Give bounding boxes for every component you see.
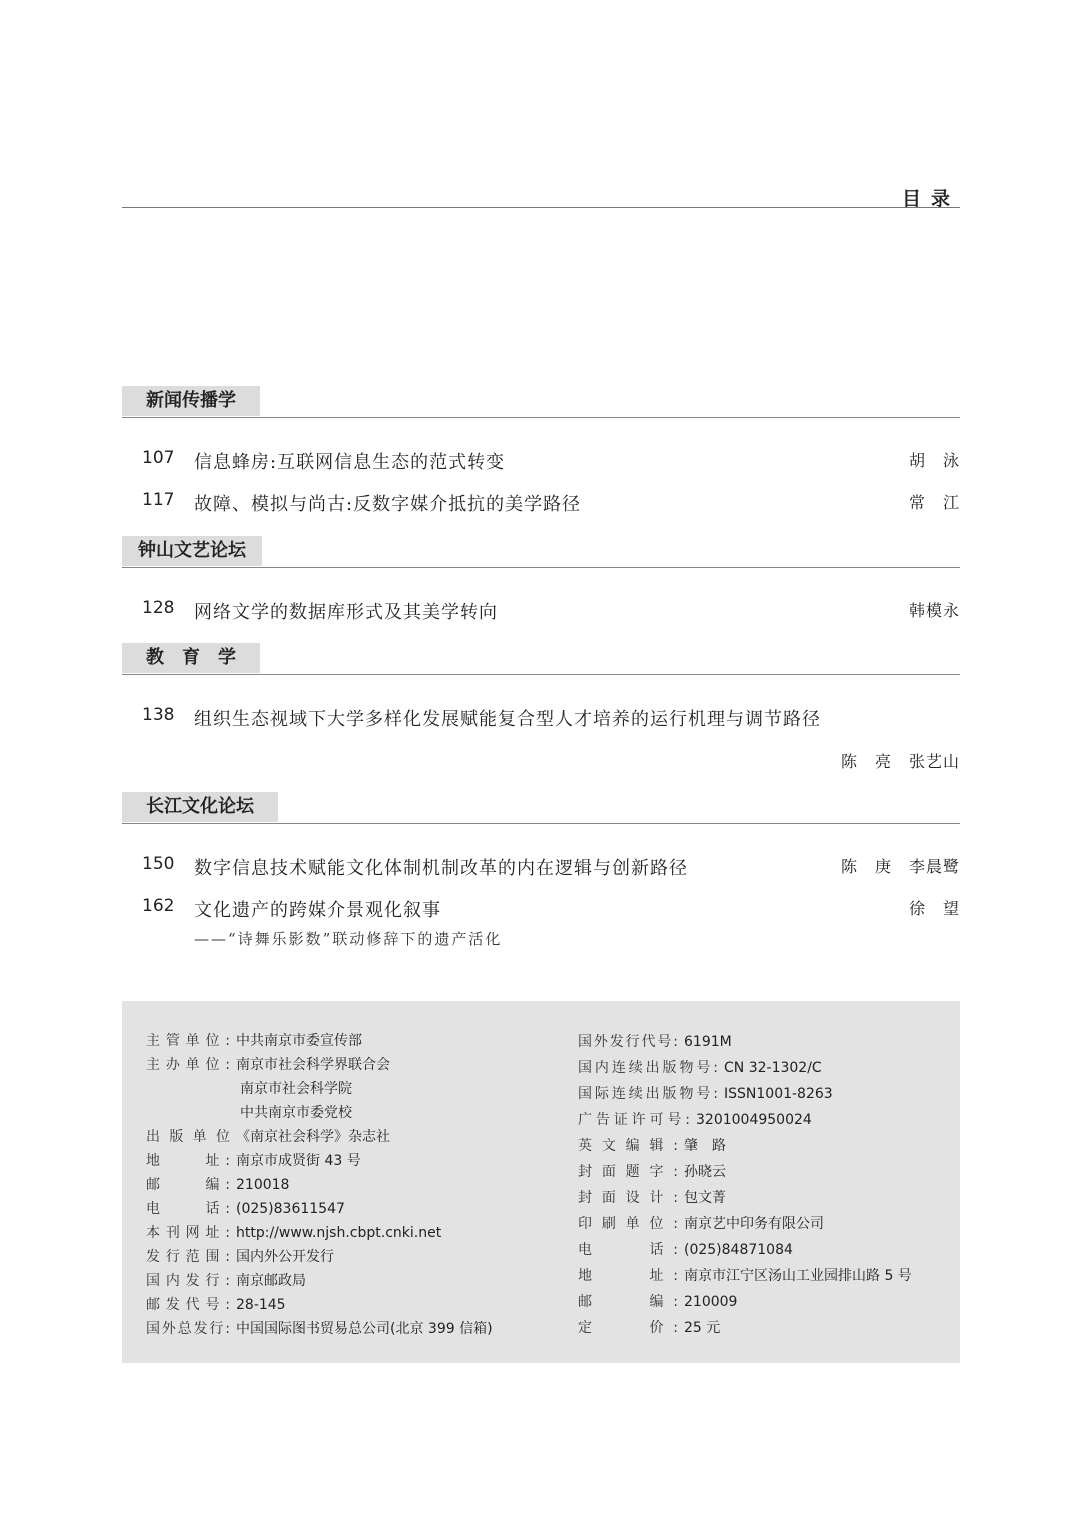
article-title[interactable]: 文化遗产的跨媒介景观化叙事 (194, 900, 441, 921)
info-row (578, 1211, 948, 1237)
info-label: 电 话: (146, 1201, 230, 1217)
info-row (578, 1185, 948, 1211)
info-row (578, 1315, 948, 1341)
info-value: ISSN1001-8263 (724, 1086, 833, 1102)
article-author: 陈 庚 李晨鹭 (840, 857, 960, 876)
info-label: 电 话: (578, 1242, 678, 1258)
article-title[interactable]: 网络文学的数据库形式及其美学转向 (194, 602, 498, 623)
info-row (146, 1221, 566, 1245)
article-author: 陈 亮 张艺山 (840, 752, 960, 771)
info-label: 发行范围: (146, 1249, 230, 1265)
info-value: 南京市社会科学院 (240, 1081, 352, 1097)
info-label: 主办单位: (146, 1057, 230, 1073)
toc-entry[interactable] (122, 438, 960, 480)
toc-entry[interactable] (122, 480, 960, 522)
info-row (578, 1055, 948, 1081)
info-row (578, 1081, 948, 1107)
info-label: 本刊网址: (146, 1225, 230, 1241)
section-divider (122, 417, 960, 418)
section-title: 教 育 学 (122, 643, 260, 673)
info-value: 中国国际图书贸易总公司(北京 399 信箱) (236, 1321, 493, 1337)
section-divider (122, 567, 960, 568)
info-label: 国内连续出版物号: (578, 1060, 718, 1076)
info-row (578, 1029, 948, 1055)
info-value: 肇 路 (684, 1138, 726, 1154)
publication-info-right (578, 1029, 948, 1341)
info-label: 国外总发行: (146, 1321, 230, 1337)
info-row (146, 1173, 566, 1197)
toc-entry[interactable] (122, 886, 960, 958)
info-label: 英文编辑: (578, 1138, 678, 1154)
section-yangtze-forum (122, 792, 960, 958)
info-value: 28-145 (236, 1297, 286, 1313)
info-value: 包文菁 (684, 1190, 726, 1206)
info-row (146, 1293, 566, 1317)
info-value: (025)83611547 (236, 1201, 345, 1217)
info-row (146, 1029, 566, 1053)
info-row (578, 1107, 948, 1133)
header-divider (122, 207, 960, 208)
info-row (146, 1077, 566, 1101)
info-value: 210009 (684, 1294, 738, 1310)
info-value: 25 元 (684, 1320, 721, 1336)
section-zhongshan-forum (122, 536, 960, 630)
page-number: 117 (142, 490, 175, 510)
article-author: 常 江 (908, 493, 960, 512)
publication-info-left (146, 1029, 566, 1341)
info-label: 邮 编: (146, 1177, 230, 1193)
info-label: 主管单位: (146, 1033, 230, 1049)
info-label: 国际连续出版物号: (578, 1086, 718, 1102)
info-label: 出版单位 (146, 1129, 230, 1145)
info-label: 地 址: (146, 1153, 230, 1169)
info-row (146, 1125, 566, 1149)
toc-entry[interactable] (122, 695, 960, 781)
info-value: 南京艺中印务有限公司 (684, 1216, 824, 1232)
section-divider (122, 674, 960, 675)
info-row (146, 1197, 566, 1221)
info-value: 中共南京市委党校 (240, 1105, 352, 1121)
info-label: 广告证许可号: (578, 1112, 690, 1128)
info-row (578, 1289, 948, 1315)
info-row (578, 1159, 948, 1185)
article-title[interactable]: 数字信息技术赋能文化体制机制改革的内在逻辑与创新路径 (194, 858, 688, 879)
article-title[interactable]: 组织生态视域下大学多样化发展赋能复合型人才培养的运行机理与调节路径 (194, 709, 821, 730)
section-header (122, 792, 960, 824)
section-header (122, 643, 960, 675)
article-author: 韩模永 (908, 601, 960, 620)
section-title: 钟山文艺论坛 (122, 536, 262, 566)
section-header (122, 536, 960, 568)
toc-entry[interactable] (122, 844, 960, 886)
info-label: 邮 编: (578, 1294, 678, 1310)
info-row (578, 1133, 948, 1159)
info-value: 210018 (236, 1177, 290, 1193)
page-number: 128 (142, 598, 175, 618)
info-label: 邮发代号: (146, 1297, 230, 1313)
page-title: 目录 (901, 188, 960, 210)
toc-entry[interactable] (122, 588, 960, 630)
info-value: 3201004950024 (696, 1112, 812, 1128)
article-author: 胡 泳 (908, 451, 960, 470)
info-value: 国内外公开发行 (236, 1249, 334, 1265)
info-row (146, 1149, 566, 1173)
info-label: 封面题字: (578, 1164, 678, 1180)
page-number: 138 (142, 705, 175, 725)
info-row (146, 1053, 566, 1077)
info-value: 《南京社会科学》杂志社 (236, 1129, 390, 1145)
publication-info-box (122, 1001, 960, 1363)
section-title: 长江文化论坛 (122, 792, 278, 822)
info-value: (025)84871084 (684, 1242, 793, 1258)
section-education (122, 643, 960, 781)
article-author: 徐 望 (908, 899, 960, 918)
info-row (146, 1245, 566, 1269)
article-subtitle: ——“诗舞乐影数”联动修辞下的遗产活化 (194, 930, 503, 948)
info-label: 定 价: (578, 1320, 678, 1336)
info-value: CN 32-1302/C (724, 1060, 822, 1076)
info-value: 南京邮政局 (236, 1273, 306, 1289)
section-journalism (122, 386, 960, 522)
info-row (146, 1101, 566, 1125)
page-number: 107 (142, 448, 175, 468)
info-label: 印刷单位: (578, 1216, 678, 1232)
info-value: 6191M (684, 1034, 732, 1050)
info-value: 孙晓云 (684, 1164, 726, 1180)
info-value: 南京市社会科学界联合会 (236, 1057, 390, 1073)
info-value: 南京市江宁区汤山工业园排山路 5 号 (684, 1268, 912, 1284)
article-title[interactable]: 故障、模拟与尚古:反数字媒介抵抗的美学路径 (194, 494, 582, 515)
article-title[interactable]: 信息蜂房:互联网信息生态的范式转变 (194, 452, 506, 473)
section-divider (122, 823, 960, 824)
info-row (578, 1263, 948, 1289)
info-value: 南京市成贤街 43 号 (236, 1153, 361, 1169)
info-label: 国外发行代号: (578, 1034, 678, 1050)
info-label: 国内发行: (146, 1273, 230, 1289)
info-row (578, 1237, 948, 1263)
section-header (122, 386, 960, 418)
page-number: 162 (142, 896, 175, 916)
section-title: 新闻传播学 (122, 386, 260, 416)
info-label: 封面设计: (578, 1190, 678, 1206)
website-link[interactable]: http://www.njsh.cbpt.cnki.net (236, 1225, 442, 1241)
info-row (146, 1269, 566, 1293)
info-label: 地 址: (578, 1268, 678, 1284)
info-row (146, 1317, 566, 1341)
page-number: 150 (142, 854, 175, 874)
info-value: 中共南京市委宣传部 (236, 1033, 362, 1049)
